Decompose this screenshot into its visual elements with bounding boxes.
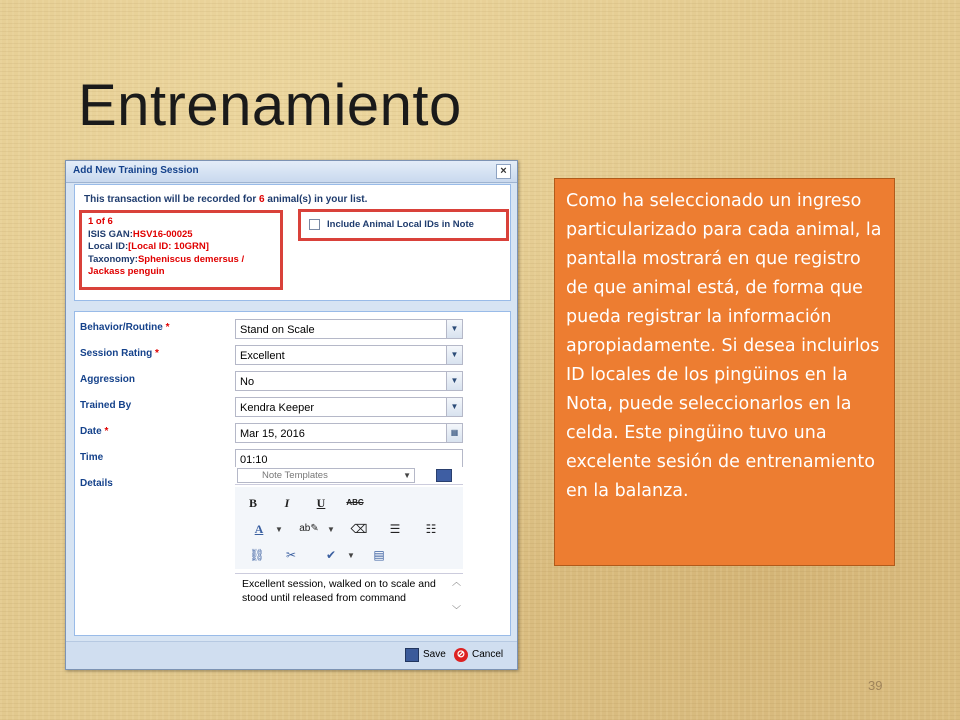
save-button[interactable] xyxy=(405,648,446,664)
date-label: Date * xyxy=(80,426,109,437)
dialog-header xyxy=(66,161,517,183)
include-local-ids-label: Include Animal Local IDs in Note xyxy=(327,219,474,230)
session-rating-value: Excellent xyxy=(240,350,285,362)
gan-value: HSV16-00025 xyxy=(132,228,193,240)
taxonomy-label: Taxonomy: xyxy=(88,253,138,265)
info-suffix: animal(s) in your list. xyxy=(267,194,368,205)
add-training-session-dialog xyxy=(65,160,518,670)
strikethrough-icon[interactable]: ABC xyxy=(346,498,364,507)
calendar-icon[interactable]: ▦ xyxy=(446,423,463,443)
underline-icon[interactable]: U xyxy=(316,496,326,510)
note-templates-select[interactable] xyxy=(237,468,415,483)
details-text: Excellent session, walked on to scale and stood until released from command xyxy=(242,578,436,604)
chevron-down-icon[interactable]: ▼ xyxy=(446,345,463,365)
italic-icon[interactable]: I xyxy=(284,496,290,510)
save-template-icon[interactable] xyxy=(436,469,452,482)
close-button[interactable] xyxy=(496,164,511,179)
cancel-icon: ⊘ xyxy=(454,648,468,662)
link-icon[interactable]: ⛓ xyxy=(249,548,265,562)
local-id-value: [Local ID: 10GRN] xyxy=(128,241,209,252)
floppy-disk-icon xyxy=(405,648,419,662)
dialog-title: Add New Training Session xyxy=(73,165,199,176)
date-field[interactable] xyxy=(235,423,463,443)
transaction-info xyxy=(84,194,367,205)
animal-record-box xyxy=(79,210,283,290)
spellcheck-icon[interactable]: ✔ xyxy=(325,548,337,562)
trained-by-label: Trained By xyxy=(80,400,132,411)
time-field[interactable] xyxy=(235,449,463,469)
note-templates-placeholder: Note Templates xyxy=(262,470,328,481)
session-rating-label: Session Rating * xyxy=(80,348,159,359)
chevron-down-icon[interactable]: ▼ xyxy=(446,319,463,339)
chevron-down-icon[interactable]: ▼ xyxy=(327,525,335,534)
aggression-select[interactable] xyxy=(235,371,463,391)
source-icon[interactable]: ▤ xyxy=(373,548,385,562)
editor-toolbar xyxy=(235,487,463,569)
details-textarea[interactable] xyxy=(235,573,463,623)
include-local-ids-checkbox[interactable] xyxy=(309,219,320,230)
highlight-icon[interactable]: ab✎ xyxy=(299,523,319,534)
slide-title: Entrenamiento xyxy=(78,73,462,138)
aggression-value: No xyxy=(240,376,255,388)
chevron-down-icon: ▼ xyxy=(403,471,411,480)
template-bar xyxy=(235,467,463,485)
session-rating-select[interactable] xyxy=(235,345,463,365)
bold-icon[interactable]: B xyxy=(248,496,257,510)
details-editor xyxy=(235,467,463,627)
behavior-value: Stand on Scale xyxy=(240,324,315,336)
taxonomy-value: Spheniscus demersus / Jackass penguin xyxy=(88,253,245,277)
cancel-button[interactable] xyxy=(454,648,503,664)
local-id-label: Local ID: xyxy=(88,241,129,252)
close-icon: × xyxy=(500,165,507,177)
bullet-list-icon[interactable]: ☰ xyxy=(389,522,401,536)
animal-count: 6 xyxy=(259,194,265,205)
dialog-button-bar xyxy=(66,641,517,669)
behavior-label: Behavior/Routine * xyxy=(80,322,170,333)
eraser-icon[interactable]: ⌫ xyxy=(350,522,368,536)
unlink-icon[interactable]: ✂ xyxy=(285,548,297,562)
scroll-up-icon[interactable]: ︿ xyxy=(451,577,461,587)
page-number: 39 xyxy=(868,678,883,693)
trained-by-value: Kendra Keeper xyxy=(240,402,314,414)
form-panel xyxy=(74,311,511,636)
include-local-ids-box xyxy=(298,209,509,241)
cancel-label: Cancel xyxy=(472,649,504,660)
numbered-list-icon[interactable]: ☷ xyxy=(425,522,437,536)
record-position: 1 of 6 xyxy=(88,216,113,227)
scroll-down-icon[interactable]: ﹀ xyxy=(451,605,461,615)
explanation-note: Como ha seleccionado un ingreso particularizado para cada animal, la pantalla mostrará en que registro de que animal está, de forma que pueda registrar la información apropiadamente. Si desea incluirlos ID locales de los pingüinos en la Nota, puede seleccionarlos en la celda. Este pingüino tuvo una excelente sesión de entrenamiento en la balanza. xyxy=(554,178,895,566)
chevron-down-icon[interactable]: ▼ xyxy=(347,551,355,560)
chevron-down-icon[interactable]: ▼ xyxy=(275,525,283,534)
chevron-down-icon[interactable]: ▼ xyxy=(446,371,463,391)
time-label: Time xyxy=(80,452,104,463)
save-label: Save xyxy=(423,649,446,660)
details-label: Details xyxy=(80,478,113,489)
chevron-down-icon[interactable]: ▼ xyxy=(446,397,463,417)
behavior-select[interactable] xyxy=(235,319,463,339)
aggression-label: Aggression xyxy=(80,374,136,385)
time-value: 01:10 xyxy=(240,454,268,466)
gan-label: ISIS GAN: xyxy=(88,228,133,240)
info-prefix: This transaction will be recorded for xyxy=(84,194,257,205)
font-color-icon[interactable]: A xyxy=(254,522,264,536)
date-value: Mar 15, 2016 xyxy=(240,428,305,440)
info-panel xyxy=(74,184,511,301)
trained-by-select[interactable] xyxy=(235,397,463,417)
